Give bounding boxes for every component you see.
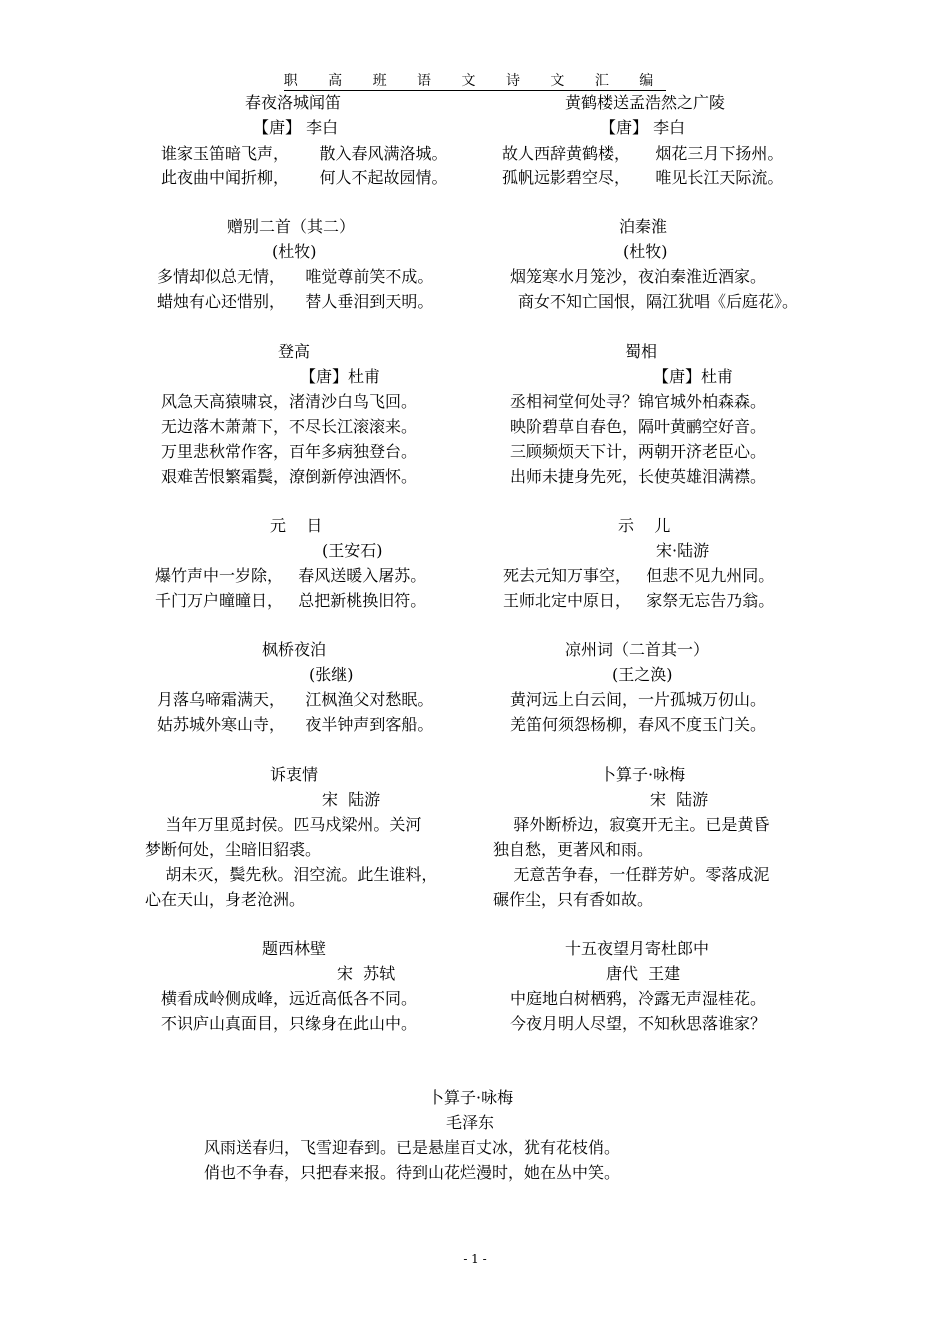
poem-title: 枫桥夜泊: [262, 640, 327, 659]
poem-line: 无边落木萧萧下，不尽长江滚滚来。: [161, 417, 418, 436]
poem-line: 爆竹声中一岁除， 春风送暖入屠苏。: [155, 566, 427, 585]
poem-line: 横看成岭侧成峰，远近高低各不同。: [161, 989, 418, 1008]
poem-author: 宋 苏轼: [337, 964, 396, 983]
poem-title: 凉州词（二首其一）: [565, 640, 710, 659]
poem-title: 泊秦淮: [619, 217, 668, 236]
poem-line: 月落乌啼霜满天， 江枫渔父对愁眠。: [157, 690, 434, 709]
page-number: - 1 -: [463, 1252, 487, 1266]
poem-line: 当年万里觅封侯。匹马戍梁州。关河: [145, 815, 422, 834]
poem-line: 商女不知亡国恨，隔江犹唱《后庭花》。: [518, 292, 799, 311]
poem-author: 宋·陆游: [656, 541, 710, 560]
poem-line: 三顾频烦天下计，两朝开济老臣心。: [510, 442, 767, 461]
poem-line: 映阶碧草自春色，隔叶黄鹂空好音。: [510, 417, 767, 436]
poem-author: 【唐】 李白: [253, 118, 339, 137]
header-text: 职 高 班 语 文 诗 文 汇 编: [283, 73, 667, 89]
poem-line: 故人西辞黄鹤楼， 烟花三月下扬州。: [502, 144, 784, 163]
poem-line: 心在天山，身老沧洲。: [145, 890, 306, 909]
poem-line: 风急天高猿啸哀，渚清沙白鸟飞回。: [161, 392, 418, 411]
poem-title: 元 日: [270, 516, 323, 535]
poem-author: (杜牧): [623, 242, 668, 261]
poem-title: 黄鹤楼送孟浩然之广陵: [565, 93, 726, 112]
poem-author: 宋 陆游: [650, 790, 709, 809]
poem-line: 姑苏城外寒山寺， 夜半钟声到客船。: [157, 715, 434, 734]
poem-line: 梦断何处，尘暗旧貂裘。: [145, 840, 322, 859]
poem-line: 胡未灭，鬓先秋。泪空流。此生谁料，: [145, 865, 438, 884]
poem-title: 春夜洛城闻笛: [245, 93, 342, 112]
poem-author: (王之涣): [612, 665, 673, 684]
poem-line: 俏也不争春，只把春来报。待到山花烂漫时，她在丛中笑。: [204, 1163, 621, 1182]
poem-line: 黄河远上白云间，一片孤城万仞山。: [510, 690, 767, 709]
poem-line: 今夜月明人尽望，不知秋思落谁家？: [510, 1014, 767, 1033]
poem-line: 烟笼寒水月笼沙，夜泊秦淮近酒家。: [510, 267, 767, 286]
poem-line: 孤帆远影碧空尽， 唯见长江天际流。: [502, 168, 784, 187]
poem-line: 死去元知万事空， 但悲不见九州同。: [503, 566, 775, 585]
poem-title: 题西林壁: [262, 939, 327, 958]
poem-title: 蜀相: [625, 342, 658, 361]
poem-line: 中庭地白树栖鸦，冷露无声湿桂花。: [510, 989, 767, 1008]
poem-author: (杜牧): [272, 242, 317, 261]
poem-line: 无意苦争春，一任群芳妒。零落成泥: [493, 865, 770, 884]
poem-author: 宋 陆游: [322, 790, 381, 809]
poem-line: 不识庐山真面目，只缘身在此山中。: [161, 1014, 418, 1033]
poem-line: 艰难苦恨繁霜鬓，潦倒新停浊酒怀。: [161, 467, 418, 486]
poem-author: 【唐】杜甫: [653, 367, 734, 386]
poem-line: 驿外断桥边，寂寞开无主。已是黄昏: [493, 815, 770, 834]
poem-line: 多情却似总无情， 唯觉尊前笑不成。: [157, 267, 434, 286]
poem-author: 唐代 王建: [606, 964, 681, 983]
poem-line: 丞相祠堂何处寻？锦官城外柏森森。: [510, 392, 767, 411]
poem-author: 【唐】 李白: [600, 118, 686, 137]
poem-line: 谁家玉笛暗飞声， 散入春风满洛城。: [161, 144, 448, 163]
poem-line: 羌笛何须怨杨柳，春风不度玉门关。: [510, 715, 767, 734]
poem-line: 蜡烛有心还惜别， 替人垂泪到天明。: [157, 292, 434, 311]
poem-title: 示 儿: [618, 516, 671, 535]
poem-title: 赠别二首（其二）: [227, 217, 356, 236]
poem-title: 卜算子·咏梅: [428, 1088, 514, 1107]
poem-line: 千门万户曈曈日， 总把新桃换旧符。: [155, 591, 427, 610]
poem-line: 碾作尘，只有香如故。: [493, 890, 654, 909]
poem-line: 独自愁，更著风和雨。: [493, 840, 654, 859]
poem-author: (王安石): [322, 541, 383, 560]
page-header: [0, 72, 950, 90]
poem-line: 风雨送春归，飞雪迎春到。已是悬崖百丈冰，犹有花枝俏。: [204, 1138, 621, 1157]
poem-title: 登高: [278, 342, 311, 361]
poem-title: 诉衷情: [270, 765, 319, 784]
poem-title: 十五夜望月寄杜郎中: [565, 939, 710, 958]
poem-author: (张继): [309, 665, 354, 684]
poem-title: 卜算子·咏梅: [600, 765, 686, 784]
poem-line: 出师未捷身先死，长使英雄泪满襟。: [510, 467, 767, 486]
poem-author: 毛泽东: [446, 1113, 495, 1132]
poem-line: 王师北定中原日， 家祭无忘告乃翁。: [503, 591, 775, 610]
poem-line: 万里悲秋常作客，百年多病独登台。: [161, 442, 418, 461]
poem-author: 【唐】杜甫: [300, 367, 381, 386]
poem-line: 此夜曲中闻折柳， 何人不起故园情。: [161, 168, 448, 187]
